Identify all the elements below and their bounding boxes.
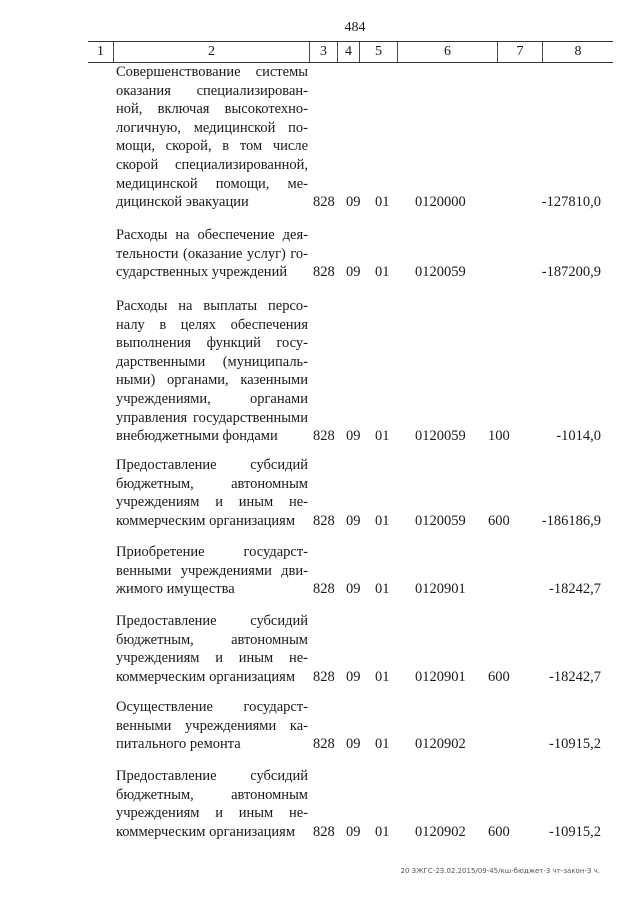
description-line: дицинской эвакуации bbox=[116, 194, 249, 211]
description-line: учреждениям и иным не- bbox=[116, 494, 308, 511]
description-line: ной, включая высокотехно- bbox=[116, 101, 308, 118]
cell-col-8: -18242,7 bbox=[549, 668, 601, 685]
description-line: Предоставление субсидий bbox=[116, 613, 308, 629]
description-line: внебюджетными фондами bbox=[116, 428, 278, 445]
cell-col-4: 09 bbox=[346, 823, 361, 840]
cell-col-4: 09 bbox=[346, 428, 361, 445]
row-description bbox=[116, 612, 308, 686]
cell-col-8: -186186,9 bbox=[541, 512, 601, 529]
cell-col-4: 09 bbox=[346, 736, 361, 753]
cell-col-3: 828 bbox=[313, 581, 335, 598]
description-line: мощи, скорой, в том числе bbox=[116, 138, 308, 155]
table-row bbox=[88, 767, 613, 841]
description-line: бюджетным, автономным bbox=[116, 631, 308, 648]
description-line: Расходы на выплаты персо- bbox=[116, 298, 308, 314]
cell-col-4: 09 bbox=[346, 194, 361, 211]
cell-col-7: 600 bbox=[488, 512, 510, 529]
description-line: венными учреждениями дви- bbox=[116, 562, 308, 579]
description-line: Совершенствование системы bbox=[116, 64, 308, 80]
cell-col-5: 01 bbox=[375, 512, 390, 529]
cell-col-6: 0120902 bbox=[415, 823, 466, 840]
cell-col-5: 01 bbox=[375, 194, 390, 211]
table-header bbox=[88, 41, 613, 63]
description-line: учреждениями, органами bbox=[116, 390, 308, 407]
description-line: скорой специализированной, bbox=[116, 156, 308, 173]
cell-col-5: 01 bbox=[375, 823, 390, 840]
description-line: налу в целях обеспечения bbox=[116, 316, 308, 333]
cell-col-6: 0120901 bbox=[415, 581, 466, 598]
cell-col-8: -127810,0 bbox=[541, 194, 601, 211]
header-col-8: 8 bbox=[574, 44, 582, 59]
description-line: управления государственными bbox=[116, 409, 308, 426]
table-row bbox=[88, 63, 613, 212]
cell-col-5: 01 bbox=[375, 581, 390, 598]
table-row bbox=[88, 543, 613, 599]
description-line: венными учреждениями ка- bbox=[116, 717, 308, 734]
description-line: бюджетным, автономным bbox=[116, 786, 308, 803]
cell-col-6: 0120901 bbox=[415, 668, 466, 685]
cell-col-3: 828 bbox=[313, 428, 335, 445]
table-row bbox=[88, 226, 613, 282]
row-description bbox=[116, 297, 308, 446]
cell-col-4: 09 bbox=[346, 264, 361, 281]
cell-col-3: 828 bbox=[313, 512, 335, 529]
description-line: Предоставление субсидий bbox=[116, 457, 308, 473]
table-row bbox=[88, 698, 613, 754]
page-number: 484 bbox=[344, 20, 366, 35]
row-description bbox=[116, 226, 308, 282]
row-description bbox=[116, 767, 308, 841]
row-description bbox=[116, 63, 308, 212]
description-line: выполнения функций госу- bbox=[116, 335, 308, 352]
row-description bbox=[116, 543, 308, 599]
description-line: ными) органами, казенными bbox=[116, 372, 308, 389]
header-col-3: 3 bbox=[310, 42, 338, 62]
description-line: питального ремонта bbox=[116, 736, 241, 753]
cell-col-6: 0120000 bbox=[415, 194, 466, 211]
header-col-6: 6 bbox=[398, 42, 498, 62]
cell-col-6: 0120059 bbox=[415, 428, 466, 445]
description-line: коммерческим организациям bbox=[116, 668, 296, 685]
cell-col-5: 01 bbox=[375, 736, 390, 753]
cell-col-5: 01 bbox=[375, 668, 390, 685]
description-line: Предоставление субсидий bbox=[116, 768, 308, 784]
cell-col-7: 600 bbox=[488, 823, 510, 840]
cell-col-3: 828 bbox=[313, 823, 335, 840]
cell-col-3: 828 bbox=[313, 264, 335, 281]
header-col-2: 2 bbox=[114, 42, 310, 62]
cell-col-7: 600 bbox=[488, 668, 510, 685]
cell-col-3: 828 bbox=[313, 736, 335, 753]
header-col-4: 4 bbox=[338, 42, 360, 62]
cell-col-4: 09 bbox=[346, 581, 361, 598]
description-line: дарственными (муниципаль- bbox=[116, 353, 308, 370]
cell-col-5: 01 bbox=[375, 428, 390, 445]
cell-col-6: 0120059 bbox=[415, 264, 466, 281]
cell-col-8: -18242,7 bbox=[549, 581, 601, 598]
description-line: учреждениям и иным не- bbox=[116, 805, 308, 822]
cell-col-5: 01 bbox=[375, 264, 390, 281]
description-line: тельности (оказание услуг) го- bbox=[116, 245, 308, 262]
description-line: бюджетным, автономным bbox=[116, 475, 308, 492]
table-row bbox=[88, 297, 613, 446]
cell-col-6: 0120902 bbox=[415, 736, 466, 753]
cell-col-8: -187200,9 bbox=[541, 264, 601, 281]
cell-col-3: 828 bbox=[313, 668, 335, 685]
row-description bbox=[116, 456, 308, 530]
description-line: логичную, медицинской по- bbox=[116, 119, 308, 136]
description-line: сударственных учреждений bbox=[116, 264, 288, 281]
cell-col-8: -10915,2 bbox=[549, 823, 601, 840]
header-col-1: 1 bbox=[88, 42, 114, 62]
description-line: жимого имущества bbox=[116, 581, 235, 598]
description-line: учреждениям и иным не- bbox=[116, 650, 308, 667]
cell-col-6: 0120059 bbox=[415, 512, 466, 529]
description-line: коммерческим организациям bbox=[116, 512, 296, 529]
cell-col-8: -10915,2 bbox=[549, 736, 601, 753]
cell-col-7: 100 bbox=[488, 428, 510, 445]
description-line: оказания специализирован- bbox=[116, 82, 308, 99]
description-line: Расходы на обеспечение дея- bbox=[116, 227, 308, 243]
description-line: медицинской помощи, ме- bbox=[116, 175, 308, 192]
table-row bbox=[88, 456, 613, 530]
cell-col-4: 09 bbox=[346, 512, 361, 529]
description-line: Приобретение государст- bbox=[116, 544, 308, 560]
table-row bbox=[88, 612, 613, 686]
header-col-7: 7 bbox=[498, 42, 543, 62]
header-col-5: 5 bbox=[360, 42, 398, 62]
description-line: Осуществление государст- bbox=[116, 699, 308, 715]
footer-code: 20 ЗЖГС-23.02.2015/09-45/кш-бюджет-3 чт-закон-3 ч. bbox=[400, 867, 600, 875]
cell-col-8: -1014,0 bbox=[556, 428, 601, 445]
cell-col-4: 09 bbox=[346, 668, 361, 685]
cell-col-3: 828 bbox=[313, 194, 335, 211]
description-line: коммерческим организациям bbox=[116, 823, 296, 840]
row-description bbox=[116, 698, 308, 754]
